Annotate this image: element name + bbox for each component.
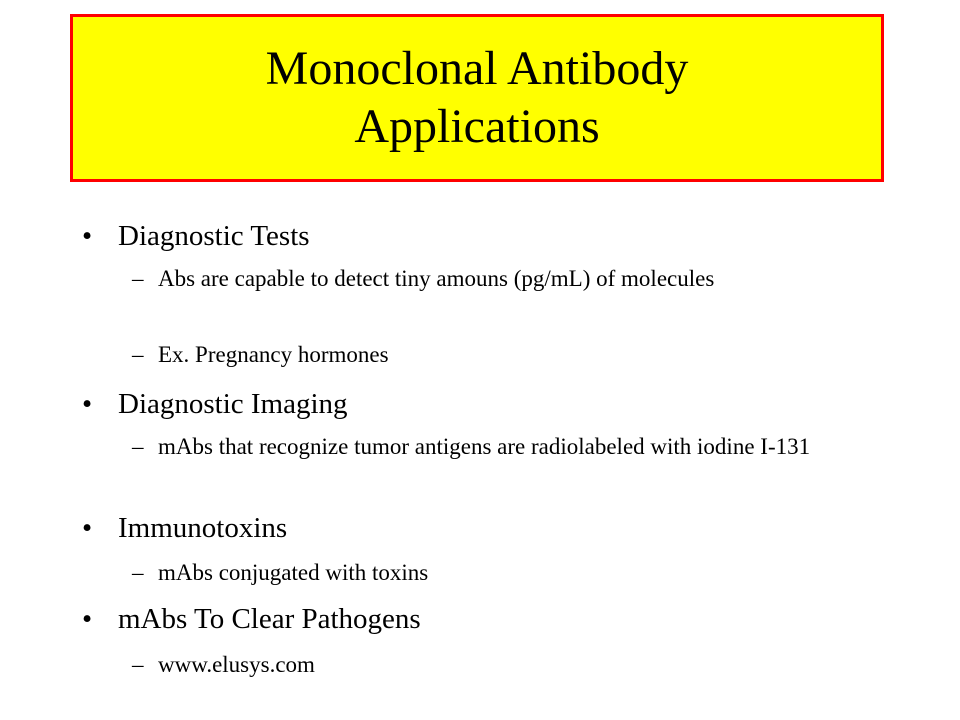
bullet-item-label: Diagnostic Imaging: [118, 388, 348, 420]
dash-icon: –: [132, 560, 144, 585]
bullet-dot-icon: •: [82, 220, 93, 252]
dash-icon: –: [132, 434, 144, 459]
bullet-dot-icon: •: [82, 388, 93, 420]
bullet-dot-icon: •: [82, 512, 93, 544]
slide-title-line-1: Monoclonal Antibody: [265, 42, 689, 95]
bullet-item-label: Immunotoxins: [118, 512, 288, 544]
bullet-dot-icon: •: [82, 603, 93, 635]
sub-bullet-text: Abs are capable to detect tiny amouns (pg/mL) of molecules: [158, 266, 715, 291]
slide-title-line-2: Applications: [354, 100, 600, 153]
sub-bullet-link-text: www.elusys.com: [158, 652, 315, 677]
sub-bullet-text: mAbs conjugated with toxins: [158, 560, 429, 585]
dash-icon: –: [132, 266, 144, 291]
sub-bullet-text: mAbs that recognize tumor antigens are radiolabeled with iodine I-131: [158, 434, 811, 459]
bullet-item-label: Diagnostic Tests: [118, 220, 310, 252]
dash-icon: –: [132, 342, 144, 367]
dash-icon: –: [132, 652, 144, 677]
bullet-item-label: mAbs To Clear Pathogens: [118, 603, 421, 635]
sub-bullet-text: Ex. Pregnancy hormones: [158, 342, 389, 367]
